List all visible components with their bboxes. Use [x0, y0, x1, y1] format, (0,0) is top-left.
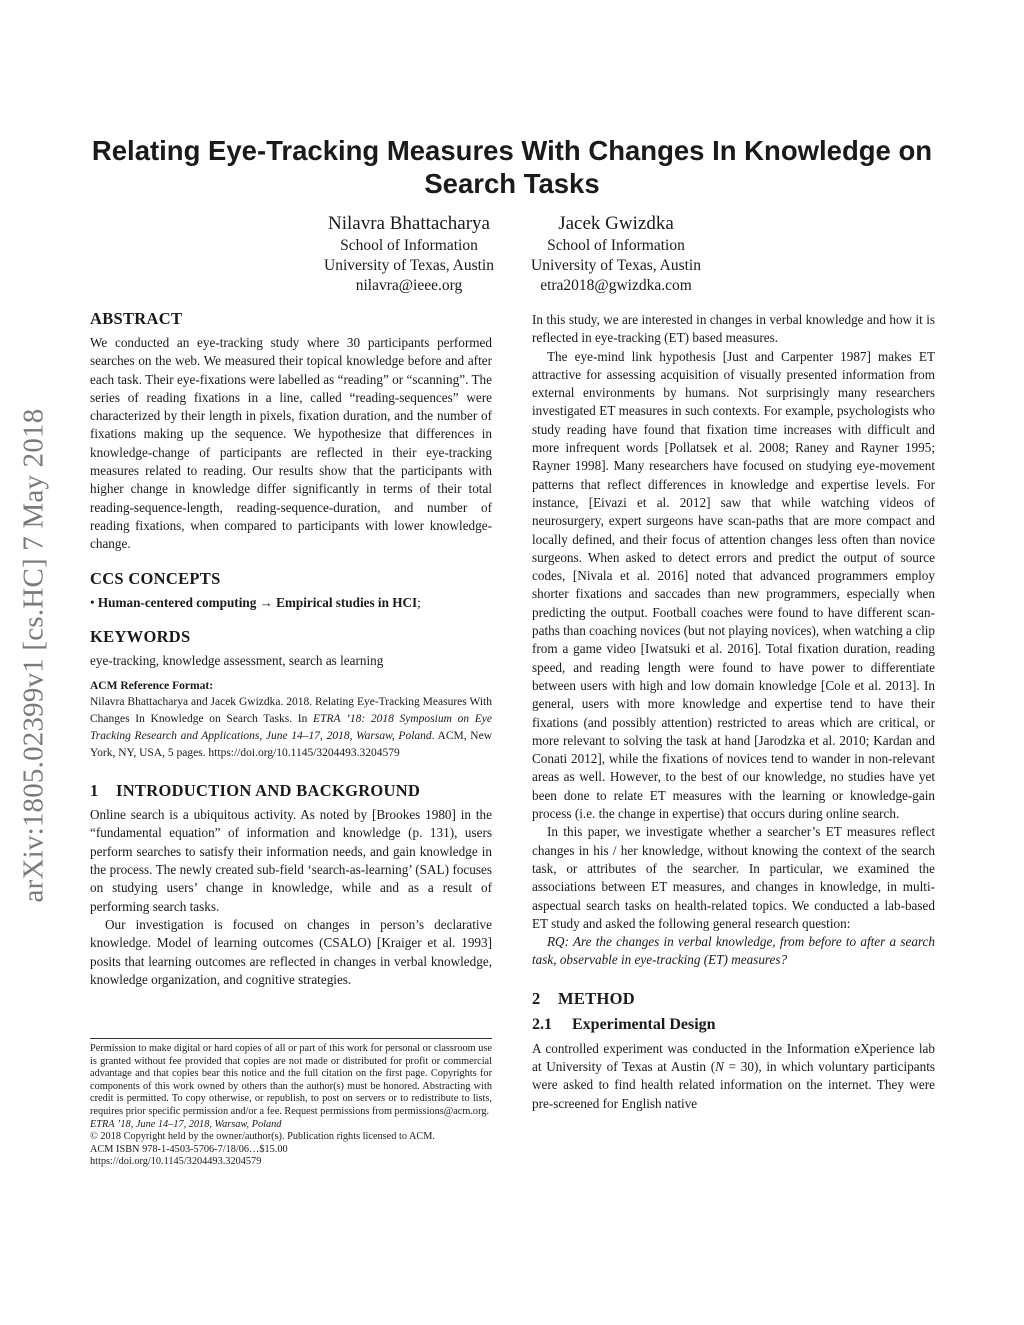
- author-block-1: [304, 212, 514, 296]
- section-1-paragraph: Our investigation is focused on changes in person’s declarative knowledge. Model of learning outcomes (CSALO) [Kraiger et al. 1993] posits that learning outcomes are reflected in changes in verbal knowledge, knowledge organization, and cognitive strategies.: [90, 916, 492, 987]
- section-1-heading: [90, 780, 492, 802]
- ccs-concept: Human-centered computing: [97, 594, 257, 610]
- footnote-isbn: ACM ISBN 978-1-4503-5706-7/18/06…$15.00: [90, 1143, 288, 1155]
- ccs-heading: CCS CONCEPTS: [90, 568, 221, 588]
- author-affiliation: School of Information: [547, 237, 685, 254]
- ccs-subconcept: Empirical studies in HCI: [276, 594, 418, 610]
- research-question: RQ: Are the changes in verbal knowledge, from before to after a search task, observable in eye-tracking (ET) measures?: [532, 934, 935, 968]
- method-text-continued: ), in which voluntary participants were asked to find health related information on the internet. They were pre-screened for English native: [532, 1058, 935, 1111]
- n-symbol: N: [715, 1058, 724, 1074]
- section-2-heading: [532, 988, 935, 1010]
- author-institution: University of Texas, Austin: [531, 257, 701, 274]
- ccs-end: ;: [417, 594, 421, 610]
- footnote-permission: Permission to make digital or hard copies of all or part of this work for personal or classroom use is granted without fee provided that copies are not made or distributed for profit or commercial advantage and that copies bear this notice and the full citation on the first page. Copyrights for components of this work owned by others than the author(s) must be honored. Abstracting with credit is permitted. To copy otherwise, or republish, to post on servers or to redistribute to lists, requires prior specific permission and/or a fee. Request permissions from permissions@acm.org.: [90, 1043, 492, 1117]
- left-column: [90, 308, 492, 989]
- intro-paragraph: The eye-mind link hypothesis [Just and Carpenter 1987] makes ET attractive for assessing acquisition of visually presented information from external environments by humans. Not surprisingly many researchers investigated ET measures in such contexts. For example, psychologists who study reading have found that fixation time increases with difficult and more infrequent words [Pollatsek et al. 2008; Raney and Rayner 1995; Rayner 1998]. Many researchers have focused on studying eye-movement patterns that reflect differences in knowledge and expertise levels. For instance, [Eivazi et al. 2012] saw that while watching videos of neurosurgery, expert surgeons have scan-paths that are more compact and locally defined, and their focus of attention changes less often than novice surgeons. When asked to detect errors and predict the output of source codes, [Nivala et al. 2016] noted that advanced programmers employ shorter fixations and saccades than new programmers, especially when predicting the output. Football coaches were found to have different scan-paths than coaching novices (but not playing novices), when watching a clip from a game video [Iwatsuki et al. 2016]. Total fixation duration, reading speed, and reading length were found to have power to differentiate between users with high and low domain knowledge [Cole et al. 2013]. In general, users with more knowledge and expertise tend to have their fixations (and possibly attention) restricted to areas which are critical, or more relevant to solving the task at hand [Jarodzka et al. 2010; Kardan and Conati 2012], while the fixations of novices tend to wander in non-relevant areas as well. However, to the best of our knowledge, no studies have yet been done to relate ET measures with the learning or knowledge-gain process (i.e. the change in expertise) that occurs during online search.: [532, 348, 935, 822]
- author-name: Jacek Gwizdka: [558, 213, 674, 234]
- section-1-paragraph: Online search is a ubiquitous activity. As noted by [Brookes 1980] in the “fundamental equation” of information and knowledge (p. 131), users perform searches to satisfy their information needs, and gain knowledge in the process. The newly created sub-field ‘search-as-learning’ (SAL) focuses on studying users’ change in knowledge, while and as a result of performing search tasks.: [90, 807, 492, 914]
- footnote-venue-text: ETRA ’18, June 14–17, 2018, Warsaw, Poland: [90, 1118, 282, 1130]
- n-value: = 30: [723, 1058, 754, 1074]
- subsection-title: Experimental Design: [572, 1015, 716, 1033]
- footnote-venue: [90, 1119, 492, 1132]
- intro-paragraph: In this paper, we investigate whether a searcher’s ET measures reflect changes in his / her knowledge, without knowing the context of the search task, or attributes of the searcher. In particular, we examined the associations between ET measures, and changes in knowledge, in multi-aspectual search tasks on health-related topics. We conducted a lab-based ET study and asked the following general research question:: [532, 824, 935, 931]
- acm-reference-venue: ETRA ’18: 2018 Symposium on Eye Tracking Research and Applications, June 14–17, 2018, Warsaw, Poland: [90, 713, 492, 743]
- footnote-copyright: © 2018 Copyright held by the owner/author(s). Publication rights licensed to ACM.: [90, 1131, 436, 1143]
- paper-title: Relating Eye-Tracking Measures With Changes In Knowledge on Search Tasks: [91, 135, 933, 199]
- author-email: nilavra@ieee.org: [355, 277, 463, 294]
- acm-reference-authors: Nilavra Bhattacharya and Jacek Gwizdka. 2018. Relating Eye-Tracking Measures With Changes In Knowledge on Search Tasks. In: [90, 696, 492, 726]
- author-name: Nilavra Bhattacharya: [328, 213, 490, 234]
- arxiv-stamp: arXiv:1805.02399v1 [cs.HC] 7 May 2018: [17, 408, 50, 902]
- abstract-heading: ABSTRACT: [90, 309, 183, 328]
- author-block-2: [518, 212, 714, 296]
- ccs-bullet: •: [90, 594, 95, 610]
- keywords-text: eye-tracking, knowledge assessment, search as learning: [90, 652, 384, 668]
- section-number: 2: [532, 988, 541, 1008]
- author-institution: University of Texas, Austin: [324, 257, 494, 274]
- right-column: [532, 311, 935, 1113]
- ccs-arrow: →: [259, 594, 273, 610]
- section-number: 1: [90, 781, 99, 801]
- acm-reference-text: [90, 694, 492, 762]
- intro-paragraph: In this study, we are interested in changes in verbal knowledge and how it is reflected in eye-tracking (ET) based measures.: [532, 312, 935, 346]
- method-text: A controlled experiment was conducted in the Information eXperience lab at University of Texas at Austin (: [532, 1040, 935, 1074]
- subsection-number: 2.1: [532, 1015, 552, 1033]
- keywords-heading: KEYWORDS: [90, 626, 191, 646]
- section-title: INTRODUCTION AND BACKGROUND: [116, 781, 421, 801]
- acm-reference-publisher: . ACM, New York, NY, USA, 5 pages. https://doi.org/10.1145/3204493.3204579: [90, 730, 492, 760]
- abstract-text: We conducted an eye-tracking study where 30 participants performed searches on the web. We measured their topical knowledge before and after each task. Their eye-fixations were labelled as “reading” or “scanning”. The series of reading fixations in a line, called “reading-sequences” were characterized by their length in pixels, fixation duration, and the number of fixations making up the sequence. We hypothesize that differences in knowledge-change of participants are reflected in their eye-tracking measures related to reading. Our results show that the participants with higher change in knowledge differ significantly in terms of their total reading-sequence-length, reading-sequence-duration, and number of reading fixations, when compared to participants with lower knowledge-change.: [90, 335, 492, 552]
- section-title: METHOD: [558, 988, 635, 1008]
- footnote: [90, 1038, 492, 1169]
- author-affiliation: School of Information: [340, 237, 478, 254]
- author-email: etra2018@gwizdka.com: [540, 277, 692, 294]
- footnote-doi: https://doi.org/10.1145/3204493.3204579: [90, 1156, 262, 1168]
- subsection-heading: [532, 1014, 935, 1036]
- acm-reference-heading: ACM Reference Format:: [90, 680, 214, 693]
- method-paragraph: [532, 1040, 935, 1113]
- ccs-concepts: [90, 594, 492, 612]
